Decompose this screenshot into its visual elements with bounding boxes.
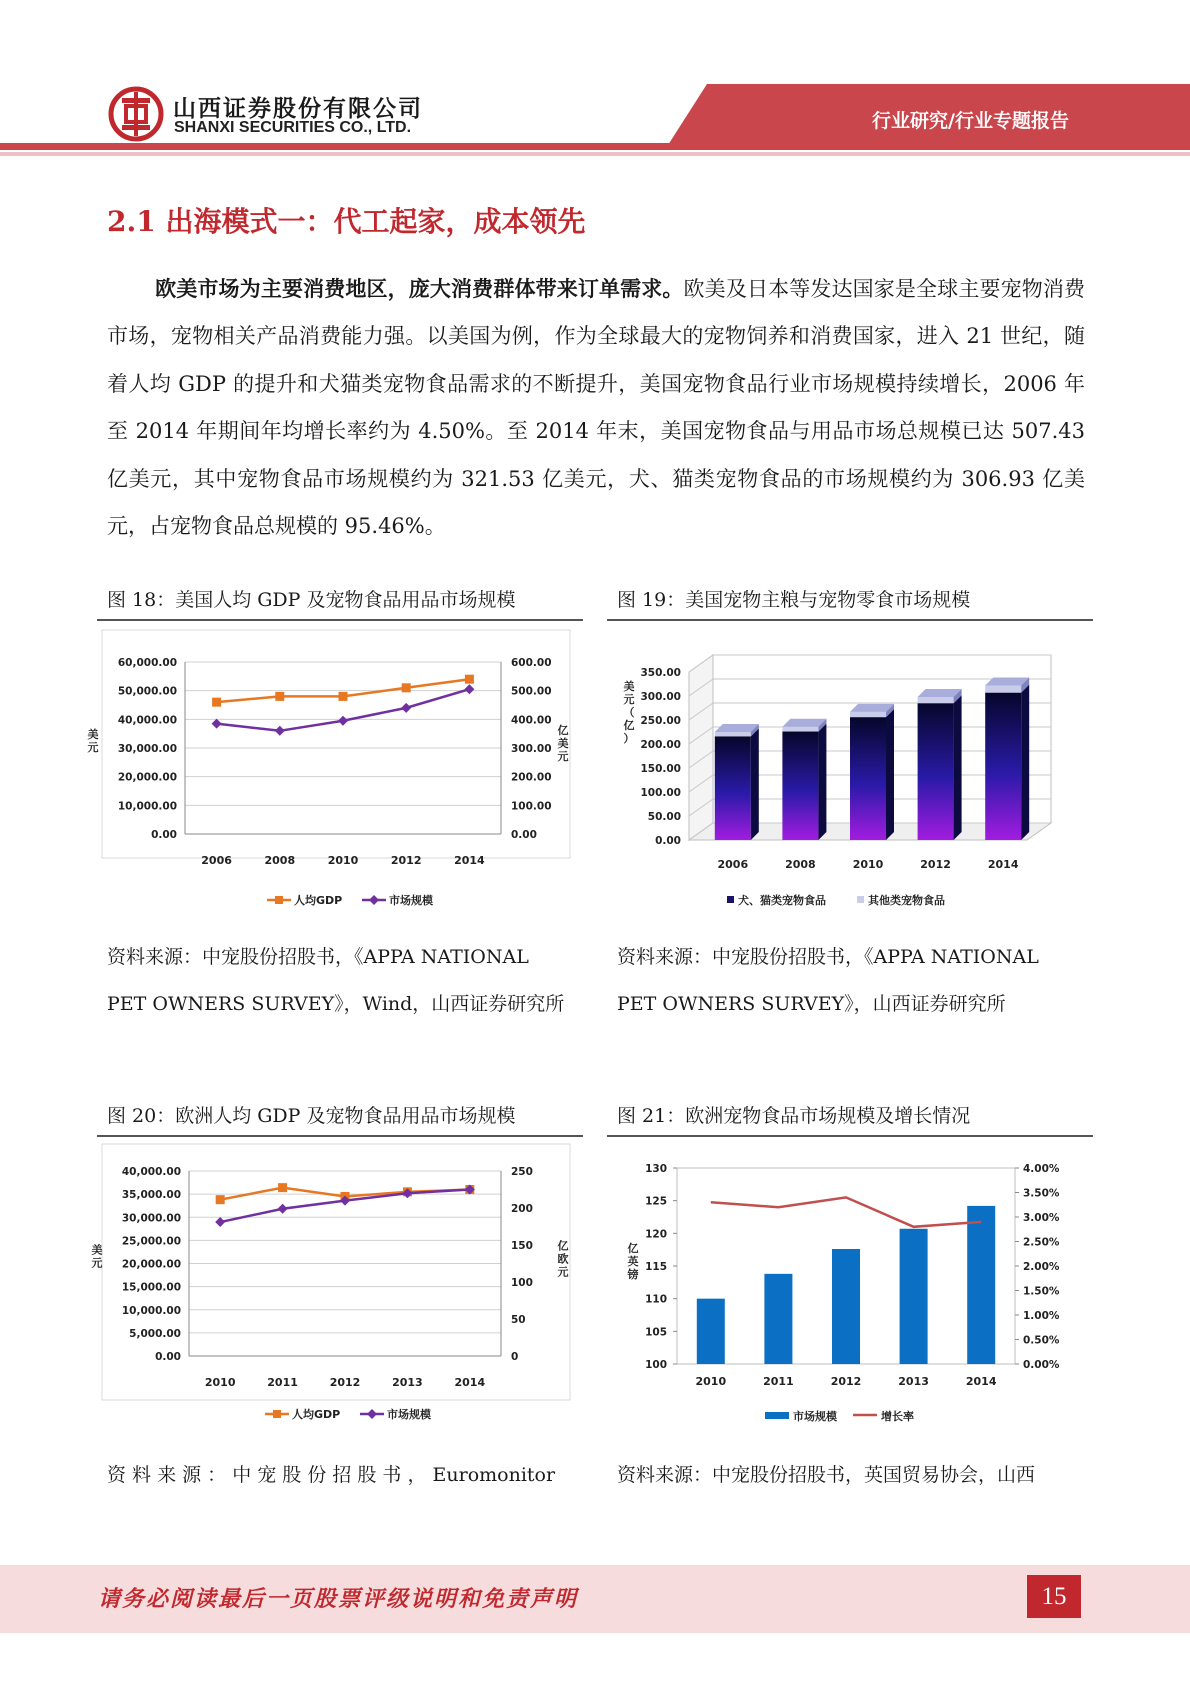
fig18-ytick-left: 10,000.00 [117,800,177,813]
report-type-label: 行业研究/行业专题报告 [872,110,1069,132]
fig21-ytick-right: 3.00% [1023,1212,1060,1224]
fig21-ytick-right: 2.50% [1023,1236,1060,1249]
fig19-bar-main [782,732,818,840]
fig18-ytick-right: 300.00 [511,743,552,755]
fig21-ytick-left: 130 [645,1163,667,1175]
fig21-caption: 图 21：欧洲宠物食品市场规模及增长情况 [617,1105,971,1127]
fig21-xtick: 2014 [965,1375,997,1388]
fig19-bar-other [715,732,751,736]
fig20-ytick-left: 10,000.00 [121,1304,181,1317]
fig18-xtick: 2014 [454,854,485,867]
fig20-point [278,1183,287,1192]
fig19-bar-main [985,693,1021,840]
fig20-caption: 图 20：欧洲人均 GDP 及宠物食品用品市场规模 [107,1105,516,1127]
fig19-sidewall [689,655,713,840]
fig21-xtick: 2010 [695,1375,727,1388]
fig18-legend-marker [275,896,283,904]
company-name-cn: 山西证券股份有限公司 [173,96,423,122]
fig18-xtick: 2006 [201,854,232,867]
fig19-ytick: 50.00 [647,811,681,823]
fig19-ylabel: 美元（亿） [623,680,635,745]
page-number: 15 [1027,1575,1081,1618]
fig21-ytick-right: 1.50% [1023,1285,1060,1298]
fig21-ytick-right: 2.00% [1023,1261,1060,1273]
fig20-ytick-right: 50 [511,1314,526,1326]
fig19-bar-side [954,695,962,840]
fig21-legend-swatch-bar [765,1412,789,1419]
fig20-ytick-right: 200 [511,1203,533,1215]
fig21-bar [900,1229,928,1364]
fig19-xtick: 2008 [785,858,816,871]
fig20-ytick-right: 100 [511,1277,533,1289]
fig18-ytick-left: 40,000.00 [117,714,177,727]
fig18-point [339,692,348,701]
fig21-ytick-left: 120 [645,1228,667,1241]
fig19-legend-label: 其他类宠物食品 [868,894,945,907]
footer-disclaimer: 请务必阅读最后一页股票评级说明和免责声明 [98,1586,579,1612]
page-header [0,0,1190,165]
fig21-xtick: 2011 [763,1375,794,1388]
fig20-ytick-left: 30,000.00 [121,1212,181,1225]
fig21-ytick-left: 110 [645,1293,667,1306]
fig18-ytick-left: 50,000.00 [117,685,177,698]
fig21-ylabel-left: 亿英镑 [627,1242,639,1281]
fig18-xtick: 2008 [264,854,296,867]
fig18-ytick-left: 20,000.00 [117,771,177,784]
fig18-ytick-left: 0.00 [151,829,177,841]
fig21-rule [607,1135,1093,1137]
fig18-chart [87,628,583,918]
fig18-legend-label: 人均GDP [294,894,343,907]
fig21-ytick-right: 1.00% [1023,1310,1060,1322]
fig19-bar-side [751,728,759,840]
company-logo-icon [108,86,164,142]
fig18-legend-label: 市场规模 [389,894,433,907]
company-name-en: SHANXI SECURITIES CO., LTD. [174,119,412,136]
fig20-xtick: 2011 [267,1376,298,1389]
fig18-ylabel-right: 亿美元 [557,724,569,763]
fig20-ytick-left: 25,000.00 [121,1235,181,1248]
fig20-ytick-right: 250 [511,1166,533,1178]
fig18-ytick-right: 100.00 [511,800,552,813]
fig20-legend-label: 人均GDP [292,1408,341,1421]
fig20-xtick: 2013 [392,1376,423,1389]
fig19-legend-swatch [727,896,734,903]
fig18-ytick-right: 500.00 [511,685,552,698]
fig19-xtick: 2010 [852,858,884,871]
fig20-point [216,1195,225,1204]
fig20-ytick-left: 0.00 [155,1351,181,1363]
section-body-paragraph [107,266,1085,550]
fig21-xtick: 2013 [898,1375,929,1388]
fig21-legend-label: 增长率 [881,1410,914,1423]
fig19-caption: 图 19：美国宠物主粮与宠物零食市场规模 [617,589,971,611]
fig21-ytick-left: 125 [645,1195,667,1208]
fig20-xtick: 2012 [329,1376,361,1389]
fig20-ytick-left: 20,000.00 [121,1258,181,1271]
fig19-bar-side [1021,685,1029,840]
fig19-ytick: 200.00 [640,739,681,751]
fig19-ytick: 150.00 [640,763,681,775]
fig21-ytick-right: 4.00% [1023,1163,1060,1175]
fig19-ytick: 100.00 [640,787,681,799]
fig18-point [402,683,411,692]
fig20-xtick: 2010 [204,1376,236,1389]
fig18-legend-marker [369,895,379,905]
fig18-xtick: 2012 [390,854,422,867]
fig18-caption: 图 18：美国人均 GDP 及宠物食品用品市场规模 [107,589,516,611]
fig18-ytick-right: 600.00 [511,657,552,669]
fig19-ytick: 300.00 [640,691,681,703]
fig21-bar [967,1206,995,1364]
fig18-ytick-right: 400.00 [511,714,552,727]
fig20-xtick: 2014 [454,1376,486,1389]
fig19-ytick: 0.00 [655,835,681,847]
fig20-ytick-left: 35,000.00 [121,1189,181,1202]
fig19-chart [607,628,1093,918]
fig19-xtick: 2012 [920,858,951,871]
fig18-ytick-left: 30,000.00 [117,743,177,755]
fig18-ylabel-left: 美元 [87,728,99,754]
fig19-legend-swatch [857,896,864,903]
fig19-bar-side [818,724,826,840]
fig19-bar-other [985,685,1021,692]
fig20-legend-marker [367,1409,377,1419]
fig21-ytick-left: 100 [645,1359,667,1371]
fig18-point [212,698,221,707]
fig20-chart [91,1144,583,1434]
fig19-ytick: 350.00 [640,667,681,679]
fig19-bar-main [850,717,886,840]
fig18-source-line2: PET OWNERS SURVEY》，Wind，山西证券研究所 [107,993,565,1015]
fig18-ytick-right: 200.00 [511,771,552,784]
fig18-source-line1: 资料来源：中宠股份招股书，《APPA NATIONAL [107,946,529,968]
fig20-ytick-left: 5,000.00 [129,1327,181,1340]
fig21-bar [697,1299,725,1364]
fig20-ytick-right: 0 [511,1351,519,1363]
fig21-ytick-right: 0.00% [1023,1359,1060,1371]
lead-sentence: 欧美市场为主要消费地区，庞大消费群体带来订单需求。 [155,277,684,301]
fig20-rule [97,1135,583,1137]
fig21-bar [832,1249,860,1364]
fig19-source-line1: 资料来源：中宠股份招股书，《APPA NATIONAL [617,946,1039,968]
fig20-ylabel-left: 美元 [91,1243,103,1270]
section-title: 2.1 出海模式一：代工起家，成本领先 [107,205,586,238]
fig21-legend-label: 市场规模 [793,1410,837,1423]
fig21-ytick-left: 105 [645,1326,667,1339]
header-decoration [0,0,1190,165]
fig21-ytick-right: 0.50% [1023,1334,1060,1347]
fig20-legend-label: 市场规模 [387,1408,431,1421]
fig18-point [275,692,284,701]
fig19-bar-other [850,712,886,717]
fig18-point [465,675,474,684]
fig18-rule [97,619,583,621]
fig20-legend-marker [273,1410,281,1418]
fig18-xtick: 2010 [327,854,359,867]
fig19-source-line2: PET OWNERS SURVEY》，山西证券研究所 [617,993,1006,1015]
fig19-bar-main [715,736,751,840]
fig20-ylabel-right: 亿欧元 [557,1239,569,1279]
fig20-ytick-left: 15,000.00 [121,1281,181,1294]
fig19-ytick: 250.00 [640,715,681,727]
fig20-source-line1: 资 料 来 源 ： 中 宠 股 份 招 股 书 ， Euromonitor [107,1464,556,1486]
fig21-source-line1: 资料来源：中宠股份招股书，英国贸易协会，山西 [617,1464,1036,1486]
fig19-bar-side [886,709,894,840]
fig18-ytick-right: 0.00 [511,829,537,841]
fig21-ytick-right: 3.50% [1023,1187,1060,1200]
fig21-ytick-left: 115 [645,1261,667,1273]
fig21-bar [764,1274,792,1364]
fig20-ytick-right: 150 [511,1240,533,1252]
fig19-xtick: 2006 [717,858,749,871]
fig21-chart [607,1144,1093,1434]
fig21-xtick: 2012 [830,1375,862,1388]
body-text: 欧美及日本等发达国家是全球主要宠物消费市场，宠物相关产品消费能力强。以美国为例，作为全球最大的宠物饲养和消费国家，进入 21 世纪，随着人均 GDP 的提升和犬猫类宠物食品需求的不断提升，美国宠物食品行业市场规模持续增长，2006 年至 2014 年期间年均增长率约为 4.50%。至 2014 年末，美国宠物食品与用品市场总规模已达 507.43 亿美元，其中宠物食品市场规模约为 321.53 亿美元，犬、猫类宠物食品的市场规模约为 306.93 亿美元，占宠物食品总规模的 95.46%。 [107,277,1085,539]
fig19-bar-other [782,727,818,732]
fig19-bar-other [918,697,954,703]
fig18-ytick-left: 60,000.00 [117,657,177,669]
fig20-ytick-left: 40,000.00 [121,1166,181,1178]
fig19-legend-label: 犬、猫类宠物食品 [738,894,826,907]
fig19-bar-main [918,703,954,840]
fig19-rule [607,619,1093,621]
fig19-xtick: 2014 [987,858,1019,871]
